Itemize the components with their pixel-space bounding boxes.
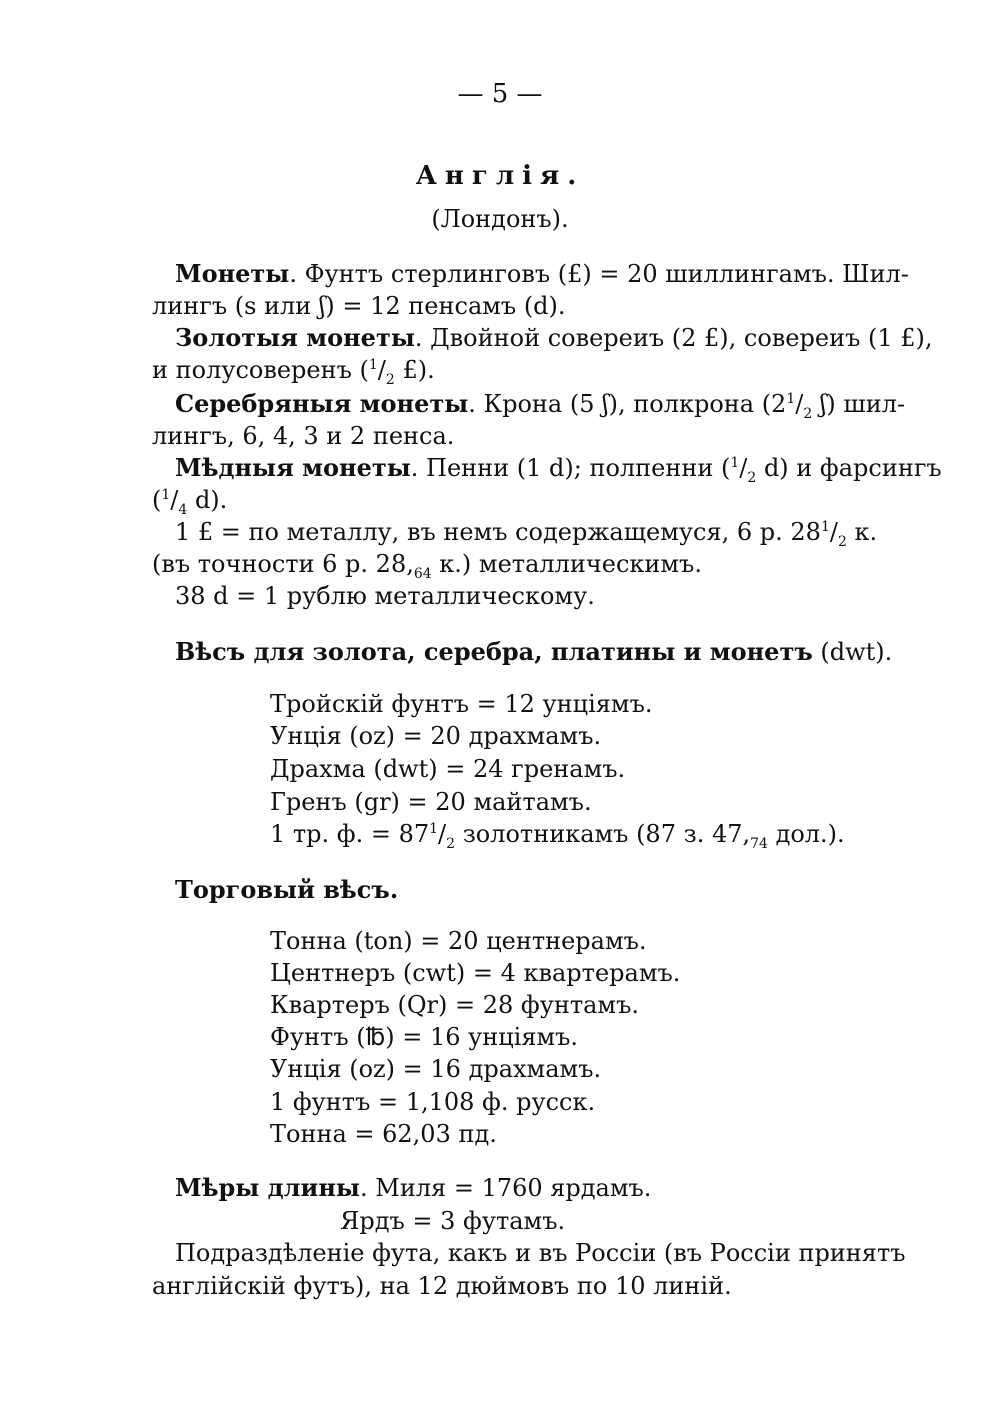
length-line-1: Мѣры длины. Миля = 1760 ярдамъ.: [175, 1173, 652, 1202]
coins-label: Монеты: [175, 259, 290, 288]
coins-line-2: лингъ (s или ʃ) = 12 пенсамъ (d).: [152, 292, 566, 320]
page-subtitle: (Лондонъ).: [431, 205, 569, 233]
gold-label: Золотыя монеты: [175, 323, 415, 352]
troy-row: Унція (oz) = 20 драхмамъ.: [270, 722, 602, 750]
troy-heading: Вѣсъ для золота, серебра, платины и монетъ (dwt).: [175, 637, 893, 666]
length-para-line-1: Подраздѣленіе фута, какъ и въ Россіи (въ Россіи принятъ: [175, 1239, 906, 1267]
pound-value-line-1: 1 £ = по металлу, въ немъ содержащемуся, 6 р. $28^1/_2$ к.: [175, 518, 878, 550]
gold-line-1: Золотыя монеты. Двойной совереиъ (2 £), совереиъ (1 £),: [175, 323, 933, 352]
silver-line-1: Серебряныя монеты. Крона (5 ʃ), полкрона ($2^1/_2$ ʃ) шил-: [175, 389, 906, 422]
trade-row: Тонна (ton) = 20 центнерамъ.: [270, 927, 647, 955]
rouble-line: 38 d = 1 рублю металлическому.: [175, 582, 595, 610]
troy-row: Драхма (dwt) = 24 гренамъ.: [270, 755, 626, 783]
trade-row: Центнеръ (cwt) = 4 квартерамъ.: [270, 959, 681, 987]
length-label: Мѣры длины: [175, 1173, 360, 1202]
troy-row: Тройскій фунтъ = 12 унціямъ.: [270, 690, 653, 718]
trade-row: Унція (oz) = 16 драхмамъ.: [270, 1055, 602, 1083]
copper-label: Мѣдныя монеты: [175, 453, 411, 482]
gold-line-2: и полусоверенъ ($^1/_2$ £).: [152, 356, 435, 388]
copper-line-1: Мѣдныя монеты. Пенни (1 d); полпенни ($^1/_2$ d) и фарсингъ: [175, 453, 942, 486]
length-line-2: Ярдъ = 3 футамъ.: [340, 1207, 566, 1235]
coins-line-1: Монеты. Фунтъ стерлинговъ (£) = 20 шиллингамъ. Шил-: [175, 259, 909, 288]
silver-line-2: лингъ, 6, 4, 3 и 2 пенса.: [152, 422, 455, 450]
trade-row: 1 фунтъ = 1,108 ф. русск.: [270, 1088, 596, 1116]
page-number: — 5 —: [457, 79, 543, 109]
trade-row: Квартеръ (Qr) = 28 фунтамъ.: [270, 991, 639, 1019]
trade-row: Тонна = 62,03 пд.: [270, 1120, 497, 1148]
trade-heading: Торговый вѣсъ.: [175, 875, 399, 904]
length-para-line-2: англійскій футъ), на 12 дюймовъ по 10 линій.: [152, 1272, 732, 1300]
troy-row: Гренъ (gr) = 20 майтамъ.: [270, 788, 592, 816]
trade-row: Фунтъ (℔) = 16 унціямъ.: [270, 1023, 579, 1051]
copper-line-2: ($^1/_4$ d).: [152, 486, 228, 518]
pound-value-line-2: (въ точности 6 р. $28,_{64}$ к.) металлическимъ.: [152, 550, 702, 582]
troy-row-last: 1 тр. ф. = $87^1/_2$ золотникамъ (87 з. $47,_{74}$ дол.).: [270, 820, 845, 852]
page-title: Англія.: [415, 161, 585, 191]
silver-label: Серебряныя монеты: [175, 389, 469, 418]
